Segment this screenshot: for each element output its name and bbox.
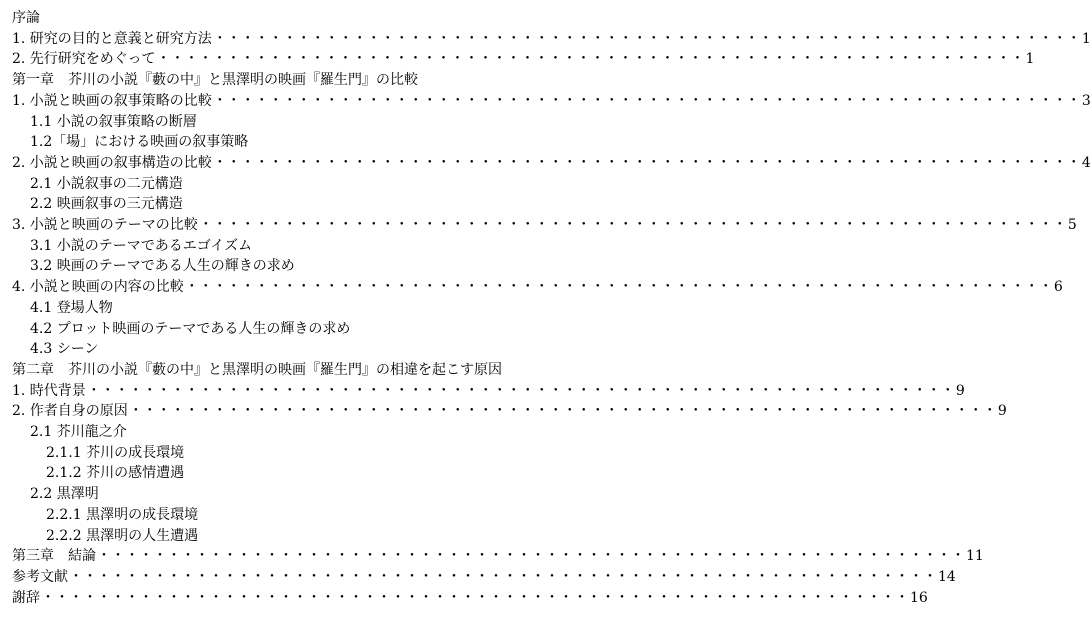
toc-entry-title: 2.1.1 芥川の成長環境 [46,444,185,461]
toc-page-number: 6 [1053,279,1063,296]
toc-page-number: 1 [1025,51,1035,68]
toc-page-number: 1 [1081,30,1091,47]
toc-page-number: 9 [997,403,1007,420]
toc-page-number: 5 [1067,217,1077,233]
toc-leader-dots: ・・・・・・・・・・・・・・・・・・・・・・・・・・・・・・・・・・・・・・・・・・・・・・・・・・・・・・・・・・・・・・ [212,92,1081,109]
toc-entry [12,360,502,380]
toc-page-number: 4 [1081,154,1091,171]
toc-page-number: 3 [1081,92,1091,109]
toc-entry-title: 3. 小説と映画のテーマの比較 [12,217,198,233]
toc-entry-title: 2.2 映画叙事の三元構造 [30,196,183,213]
toc-entry [30,194,183,214]
toc-entry [12,153,1091,173]
toc-leader-dots: ・・・・・・・・・・・・・・・・・・・・・・・・・・・・・・・・・・・・・・・・・・・・・・・・・・・・・・・・・・・・・・ [198,217,1067,233]
toc-page-number: 16 [910,589,928,606]
toc-leader-dots: ・・・・・・・・・・・・・・・・・・・・・・・・・・・・・・・・・・・・・・・・・・・・・・・・・・・・・・・・・・・・・・ [212,154,1081,171]
toc-entry-title: 3.2 映画のテーマである人生の輝きの求め [30,258,295,275]
toc-leader-dots: ・・・・・・・・・・・・・・・・・・・・・・・・・・・・・・・・・・・・・・・・・・・・・・・・・・・・・・・・・・・・・・ [156,51,1025,68]
toc-leader-dots: ・・・・・・・・・・・・・・・・・・・・・・・・・・・・・・・・・・・・・・・・・・・・・・・・・・・・・・・・・・・・・・ [69,568,937,585]
toc-entry [12,546,984,566]
toc-entry-title: 謝辞 [12,589,40,606]
toc-entry [12,49,1035,69]
toc-entry [30,319,350,339]
toc-entry [46,505,198,525]
toc-entry-title: 2. 作者自身の原因 [12,403,128,420]
toc-entry-title: 2.2.1 黒澤明の成長環境 [46,506,199,523]
toc-entry [12,70,418,90]
toc-entry [12,277,1063,297]
toc-leader-dots: ・・・・・・・・・・・・・・・・・・・・・・・・・・・・・・・・・・・・・・・・・・・・・・・・・・・・・・・・・・・・・・ [86,382,955,399]
toc-leader-dots: ・・・・・・・・・・・・・・・・・・・・・・・・・・・・・・・・・・・・・・・・・・・・・・・・・・・・・・・・・・・・・・ [128,403,997,420]
toc-leader-dots: ・・・・・・・・・・・・・・・・・・・・・・・・・・・・・・・・・・・・・・・・・・・・・・・・・・・・・・・・・・・・・・ [41,589,909,606]
toc-entry [30,132,248,152]
toc-entry-title: 第三章 結論 [12,548,96,565]
toc-entry-title: 2.2.2 黒澤明の人生遭遇 [46,527,199,544]
toc-leader-dots: ・・・・・・・・・・・・・・・・・・・・・・・・・・・・・・・・・・・・・・・・・・・・・・・・・・・・・・・・・・・・・・ [184,279,1053,296]
toc-entry-title: 1.2「場」における映画の叙事策略 [30,134,249,151]
toc-entry-title: 2.1.2 芥川の感情遭遇 [46,465,185,482]
toc-entry-title: 1.1 小説の叙事策略の断層 [30,113,197,130]
toc-entry-title: 3.1 小説のテーマであるエゴイズム [30,237,253,254]
toc-entry [12,29,1091,49]
toc-entry-title: 序論 [12,10,40,26]
toc-entry [12,8,40,28]
toc-entry-title: 1. 小説と映画の叙事策略の比較 [12,92,212,109]
toc-entry-title: 1. 時代背景 [12,382,86,399]
toc-entry-title: 2.1 芥川龍之介 [30,424,127,440]
toc-entry [30,339,98,359]
toc-entry-title: 1. 研究の目的と意義と研究方法 [12,30,212,47]
toc-entry-title: 参考文献 [12,568,68,585]
toc-entry [30,298,113,318]
toc-entry-title: 4.3 シーン [30,341,99,358]
toc-entry [46,443,184,463]
toc-entry [30,256,295,276]
toc-entry-title: 第二章 芥川の小説『藪の中』と黒澤明の映画『羅生門』の相違を起こす原因 [12,361,502,378]
toc-entry [12,215,1077,235]
toc-entry [46,526,198,546]
toc-entry [12,381,965,401]
toc-entry [30,422,127,442]
toc-entry [12,588,928,608]
toc-entry [30,112,197,132]
toc-page-number: 14 [938,568,956,585]
toc-entry [30,236,252,256]
toc-entry [12,91,1091,111]
toc-entry [30,484,99,504]
toc-leader-dots: ・・・・・・・・・・・・・・・・・・・・・・・・・・・・・・・・・・・・・・・・・・・・・・・・・・・・・・・・・・・・・・ [212,30,1081,47]
toc-entry-title: 4. 小説と映画の内容の比較 [12,279,184,296]
toc-entry [12,401,1007,421]
toc-entry [30,174,183,194]
toc-entry-title: 第一章 芥川の小説『藪の中』と黒澤明の映画『羅生門』の比較 [12,72,418,89]
toc-entry-title: 2. 先行研究をめぐって [12,51,156,68]
toc-entry [12,567,956,587]
toc-leader-dots: ・・・・・・・・・・・・・・・・・・・・・・・・・・・・・・・・・・・・・・・・・・・・・・・・・・・・・・・・・・・・・・ [97,548,965,565]
toc-page-number: 9 [955,382,965,399]
toc-entry-title: 4.1 登場人物 [30,299,113,316]
toc-page-number: 11 [966,548,984,565]
toc-entry-title: 2. 小説と映画の叙事構造の比較 [12,154,212,171]
toc-entry-title: 2.1 小説叙事の二元構造 [30,175,183,192]
toc-entry-title: 2.2 黒澤明 [30,486,99,503]
toc-entry [46,463,184,483]
toc-entry-title: 4.2 プロット映画のテーマである人生の輝きの求め [30,320,351,337]
